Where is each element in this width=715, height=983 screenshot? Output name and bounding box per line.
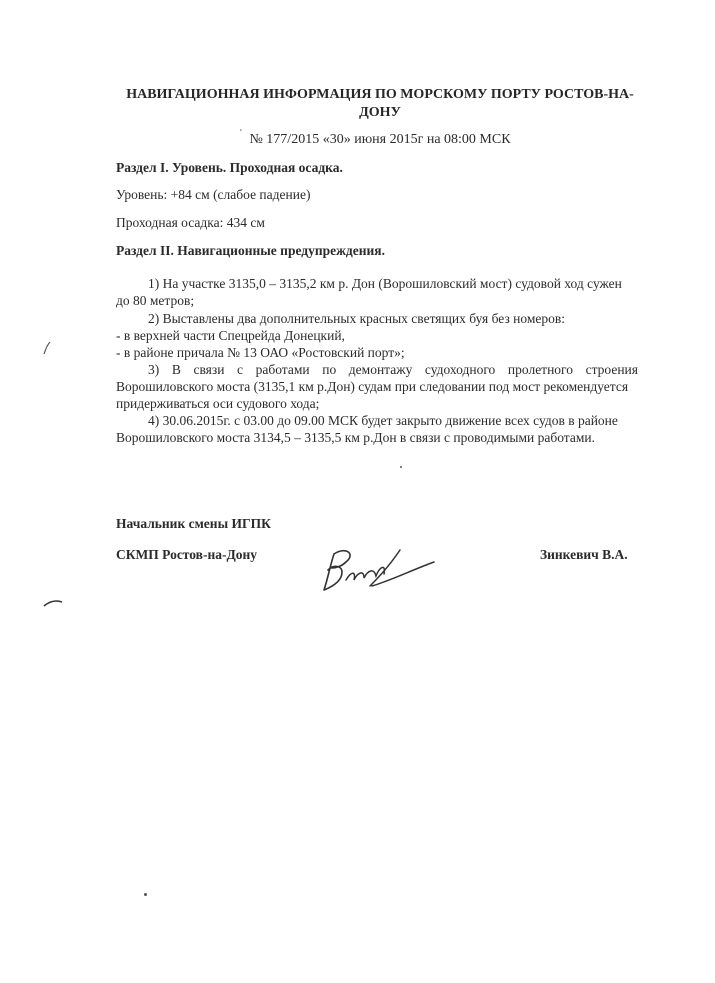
- warning-4-line-2: Ворошиловского моста 3134,5 – 3135,5 км р.Дон в связи с проводимыми работами.: [116, 430, 595, 445]
- water-level: Уровень: +84 см (слабое падение): [116, 187, 311, 202]
- section-1-heading: Раздел I. Уровень. Проходная осадка.: [116, 160, 343, 175]
- scan-mark: ': [240, 128, 242, 139]
- scan-mark: [40, 340, 54, 360]
- warning-2-line-1: 2) Выставлены два дополнительных красных светящих буя без номеров:: [148, 311, 566, 326]
- warning-3-line-1: 3) В связи с работами по демонтажу судоходного пролетного строения: [148, 362, 638, 377]
- warning-2-line-3: - в районе причала № 13 ОАО «Ростовский порт»;: [116, 345, 405, 360]
- warning-4-line-1: 4) 30.06.2015г. с 03.00 до 09.00 МСК будет закрыто движение всех судов в районе: [148, 413, 618, 428]
- warning-2-line-2: - в верхней части Спецрейда Донецкий,: [116, 328, 345, 343]
- warning-3-line-2: Ворошиловского моста (3135,1 км р.Дон) судам при следовании под мост рекомендуется: [116, 379, 629, 394]
- scan-dot: [400, 466, 402, 468]
- signatory-position-line-1: Начальник смены ИГПК: [116, 516, 271, 531]
- section-2-heading: Раздел II. Навигационные предупреждения.: [116, 243, 385, 258]
- scan-dot: [144, 893, 147, 896]
- bulletin-number: № 177/2015 «30» июня 2015г на 08:00 МСК: [249, 132, 511, 147]
- warning-3-line-3: придерживаться оси судового хода;: [116, 396, 320, 411]
- title-line-1: НАВИГАЦИОННАЯ ИНФОРМАЦИЯ ПО МОРСКОМУ ПОРТУ РОСТОВ-НА-: [126, 87, 634, 102]
- document-title: [120, 86, 640, 122]
- signatory-position-line-2: СКМП Ростов-на-Дону: [116, 547, 258, 562]
- title-line-2: ДОНУ: [359, 105, 401, 120]
- handwritten-signature: [312, 540, 442, 600]
- passage-draft: Проходная осадка: 434 см: [116, 215, 265, 230]
- warning-1-line-1: 1) На участке 3135,0 – 3135,2 км р. Дон (Ворошиловский мост) судовой ход сужен: [148, 276, 622, 291]
- warning-1-line-2: до 80 метров;: [116, 293, 195, 308]
- scan-mark: [42, 598, 64, 612]
- signatory-name: Зинкевич В.А.: [540, 547, 628, 562]
